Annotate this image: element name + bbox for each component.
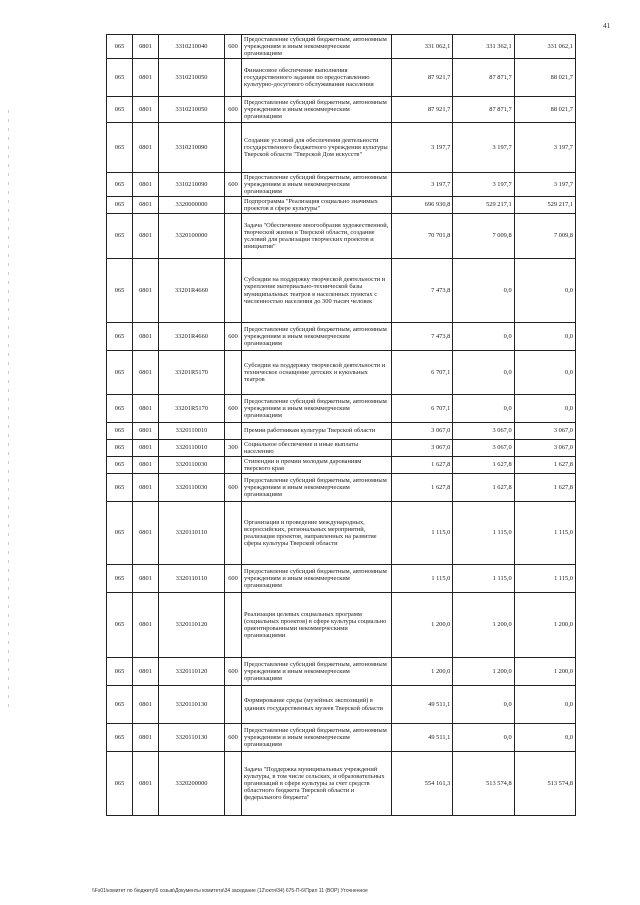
cell-section: 0801 — [133, 565, 159, 593]
cell-article: 33201R5170 — [159, 395, 225, 423]
cell-code: 065 — [107, 686, 133, 724]
cell-section: 0801 — [133, 502, 159, 565]
cell-value-2: 0,0 — [453, 686, 514, 724]
cell-value-2: 7 009,8 — [453, 214, 514, 259]
cell-value-1: 87 921,7 — [392, 59, 453, 97]
cell-value-3: 331 062,1 — [514, 35, 575, 59]
cell-name: Задача "Обеспечение многообразия художественной, творческой жизни в Тверской области, создание условий для реализации творческих проектов и инициатив" — [242, 214, 392, 259]
cell-value-1: 7 473,8 — [392, 323, 453, 351]
table-row — [107, 197, 576, 214]
cell-value-3: 1 115,0 — [514, 565, 575, 593]
cell-code: 065 — [107, 323, 133, 351]
cell-value-1: 3 197,7 — [392, 173, 453, 197]
cell-value-1: 70 701,8 — [392, 214, 453, 259]
table-row — [107, 457, 576, 474]
cell-value-2: 87 871,7 — [453, 59, 514, 97]
cell-value-2: 0,0 — [453, 395, 514, 423]
cell-value-1: 6 707,1 — [392, 395, 453, 423]
cell-value-2: 331 362,1 — [453, 35, 514, 59]
cell-expense-type — [225, 686, 242, 724]
cell-expense-type: 600 — [225, 323, 242, 351]
table-row — [107, 724, 576, 752]
cell-code: 065 — [107, 123, 133, 173]
cell-section: 0801 — [133, 395, 159, 423]
table-row — [107, 474, 576, 502]
cell-name: Предоставление субсидий бюджетным, автономным учреждениям и иным некоммерческим организациям — [242, 35, 392, 59]
cell-value-3: 3 067,0 — [514, 423, 575, 440]
cell-value-1: 331 062,1 — [392, 35, 453, 59]
cell-section: 0801 — [133, 35, 159, 59]
cell-article: 3320110130 — [159, 724, 225, 752]
cell-section: 0801 — [133, 97, 159, 123]
cell-expense-type: 600 — [225, 658, 242, 686]
cell-name: Предоставление субсидий бюджетным, автономным учреждениям и иным некоммерческим организациям — [242, 173, 392, 197]
cell-value-3: 0,0 — [514, 395, 575, 423]
cell-value-1: 49 511,1 — [392, 686, 453, 724]
cell-value-2: 0,0 — [453, 351, 514, 395]
cell-article: 33201R5170 — [159, 351, 225, 395]
cell-value-2: 3 067,0 — [453, 423, 514, 440]
cell-value-2: 1 200,0 — [453, 658, 514, 686]
cell-section: 0801 — [133, 173, 159, 197]
cell-value-1: 1 200,0 — [392, 658, 453, 686]
cell-expense-type — [225, 593, 242, 658]
cell-code: 065 — [107, 35, 133, 59]
cell-value-1: 1 200,0 — [392, 593, 453, 658]
cell-value-2: 513 574,8 — [453, 752, 514, 816]
cell-name: Предоставление субсидий бюджетным, автономным учреждениям и иным некоммерческим организациям — [242, 565, 392, 593]
cell-article: 3320110030 — [159, 474, 225, 502]
cell-value-3: 3 067,0 — [514, 440, 575, 457]
binding-margin-mark — [8, 110, 9, 710]
cell-article: 3320110110 — [159, 565, 225, 593]
cell-code: 065 — [107, 173, 133, 197]
cell-code: 065 — [107, 565, 133, 593]
cell-name: Предоставление субсидий бюджетным, автономным учреждениям и иным некоммерческим организациям — [242, 658, 392, 686]
cell-expense-type: 600 — [225, 173, 242, 197]
cell-expense-type — [225, 423, 242, 440]
cell-expense-type — [225, 752, 242, 816]
cell-value-1: 1 115,0 — [392, 502, 453, 565]
cell-article: 3310210090 — [159, 123, 225, 173]
cell-expense-type: 600 — [225, 565, 242, 593]
cell-name: Премии работникам культуры Тверской области — [242, 423, 392, 440]
table-row — [107, 323, 576, 351]
cell-value-1: 3 067,0 — [392, 440, 453, 457]
cell-code: 065 — [107, 593, 133, 658]
table-row — [107, 658, 576, 686]
budget-table-body — [107, 35, 576, 816]
cell-name: Задача "Поддержка муниципальных учреждений культуры, в том числе сельских, и образовательных организаций в сфере культуры за счет средств областного бюджета Тверской области и федерального бюджета" — [242, 752, 392, 816]
table-row — [107, 593, 576, 658]
cell-value-2: 529 217,1 — [453, 197, 514, 214]
cell-value-3: 1 115,0 — [514, 502, 575, 565]
cell-section: 0801 — [133, 351, 159, 395]
table-row — [107, 214, 576, 259]
cell-article: 3320110010 — [159, 440, 225, 457]
cell-value-2: 0,0 — [453, 323, 514, 351]
cell-code: 065 — [107, 59, 133, 97]
cell-value-2: 87 871,7 — [453, 97, 514, 123]
cell-expense-type — [225, 59, 242, 97]
table-row — [107, 97, 576, 123]
cell-expense-type: 600 — [225, 35, 242, 59]
cell-section: 0801 — [133, 197, 159, 214]
cell-value-3: 529 217,1 — [514, 197, 575, 214]
table-row — [107, 752, 576, 816]
cell-article: 3310210040 — [159, 35, 225, 59]
cell-section: 0801 — [133, 123, 159, 173]
table-row — [107, 259, 576, 323]
cell-value-1: 87 921,7 — [392, 97, 453, 123]
cell-section: 0801 — [133, 440, 159, 457]
cell-code: 065 — [107, 351, 133, 395]
cell-code: 065 — [107, 440, 133, 457]
cell-name: Формирование среды (музейных экспозиций) в зданиях государственных музеев Тверской области — [242, 686, 392, 724]
cell-value-2: 1 627,8 — [453, 457, 514, 474]
cell-expense-type — [225, 214, 242, 259]
cell-name: Подпрограмма "Реализация социально значимых проектов в сфере культуры" — [242, 197, 392, 214]
cell-section: 0801 — [133, 724, 159, 752]
cell-name: Предоставление субсидий бюджетным, автономным учреждениям и иным некоммерческим организациям — [242, 323, 392, 351]
cell-value-1: 554 161,3 — [392, 752, 453, 816]
cell-name: Организация и проведение международных, всероссийских, региональных мероприятий, реализация проектов, направленных на развитие сферы культуры Тверской области — [242, 502, 392, 565]
cell-code: 065 — [107, 395, 133, 423]
cell-value-3: 0,0 — [514, 724, 575, 752]
cell-section: 0801 — [133, 593, 159, 658]
table-row — [107, 123, 576, 173]
cell-value-3: 0,0 — [514, 686, 575, 724]
cell-value-2: 3 067,0 — [453, 440, 514, 457]
cell-article: 3320200000 — [159, 752, 225, 816]
cell-code: 065 — [107, 259, 133, 323]
cell-value-3: 0,0 — [514, 323, 575, 351]
cell-expense-type — [225, 351, 242, 395]
cell-expense-type: 600 — [225, 474, 242, 502]
cell-value-2: 1 115,0 — [453, 565, 514, 593]
table-row — [107, 565, 576, 593]
cell-section: 0801 — [133, 658, 159, 686]
table-row — [107, 59, 576, 97]
cell-code: 065 — [107, 457, 133, 474]
table-row — [107, 395, 576, 423]
cell-article: 3320110030 — [159, 457, 225, 474]
cell-expense-type — [225, 502, 242, 565]
cell-value-1: 49 511,1 — [392, 724, 453, 752]
cell-section: 0801 — [133, 59, 159, 97]
cell-name: Социальное обеспечение и иные выплаты населению — [242, 440, 392, 457]
cell-expense-type: 600 — [225, 97, 242, 123]
cell-value-3: 3 197,7 — [514, 173, 575, 197]
table-row — [107, 440, 576, 457]
cell-name: Предоставление субсидий бюджетным, автономным учреждениям и иным некоммерческим организациям — [242, 724, 392, 752]
cell-expense-type: 600 — [225, 395, 242, 423]
cell-article: 33201R4660 — [159, 323, 225, 351]
cell-value-1: 1 627,8 — [392, 474, 453, 502]
cell-value-3: 88 021,7 — [514, 59, 575, 97]
cell-section: 0801 — [133, 323, 159, 351]
cell-article: 3320110120 — [159, 658, 225, 686]
cell-value-3: 7 009,8 — [514, 214, 575, 259]
cell-value-3: 1 627,8 — [514, 474, 575, 502]
cell-code: 065 — [107, 474, 133, 502]
cell-value-3: 1 200,0 — [514, 658, 575, 686]
cell-value-1: 7 473,8 — [392, 259, 453, 323]
cell-expense-type — [225, 123, 242, 173]
cell-value-2: 3 197,7 — [453, 123, 514, 173]
cell-article: 3320110110 — [159, 502, 225, 565]
cell-value-2: 1 200,0 — [453, 593, 514, 658]
cell-expense-type: 600 — [225, 724, 242, 752]
cell-name: Субсидии на поддержку творческой деятельности и укрепление материально-технической базы муниципальных театров в населенных пунктах с численностью населения до 300 тысяч человек — [242, 259, 392, 323]
cell-value-1: 6 707,1 — [392, 351, 453, 395]
cell-expense-type: 300 — [225, 440, 242, 457]
cell-name: Предоставление субсидий бюджетным, автономным учреждениям и иным некоммерческим организациям — [242, 97, 392, 123]
table-row — [107, 423, 576, 440]
cell-code: 065 — [107, 752, 133, 816]
cell-value-3: 0,0 — [514, 259, 575, 323]
cell-expense-type — [225, 259, 242, 323]
cell-value-3: 3 197,7 — [514, 123, 575, 173]
cell-value-2: 1 627,8 — [453, 474, 514, 502]
cell-value-1: 696 930,8 — [392, 197, 453, 214]
cell-value-1: 1 115,0 — [392, 565, 453, 593]
cell-article: 3320100000 — [159, 214, 225, 259]
cell-value-1: 1 627,8 — [392, 457, 453, 474]
cell-value-3: 0,0 — [514, 351, 575, 395]
table-row — [107, 173, 576, 197]
cell-section: 0801 — [133, 752, 159, 816]
cell-code: 065 — [107, 724, 133, 752]
cell-section: 0801 — [133, 423, 159, 440]
cell-name: Реализация целевых социальных программ (социальных проектов) в сфере культуры социально ориентированными некоммерческими организациями — [242, 593, 392, 658]
cell-code: 065 — [107, 197, 133, 214]
cell-name: Стипендии и премии молодым дарованиям тверского края — [242, 457, 392, 474]
cell-section: 0801 — [133, 214, 159, 259]
cell-article: 3310210050 — [159, 59, 225, 97]
cell-value-2: 1 115,0 — [453, 502, 514, 565]
cell-section: 0801 — [133, 474, 159, 502]
cell-name: Субсидии на поддержку творческой деятельности и техническое оснащение детских и кукольных театров — [242, 351, 392, 395]
cell-expense-type — [225, 457, 242, 474]
cell-code: 065 — [107, 97, 133, 123]
cell-article: 33201R4660 — [159, 259, 225, 323]
cell-code: 065 — [107, 214, 133, 259]
cell-value-3: 1 200,0 — [514, 593, 575, 658]
cell-value-2: 3 197,7 — [453, 173, 514, 197]
cell-article: 3320110010 — [159, 423, 225, 440]
cell-value-3: 88 021,7 — [514, 97, 575, 123]
cell-name: Финансовое обеспечение выполнения государственного задания по предоставлению культурно-досугового обслуживания населения — [242, 59, 392, 97]
cell-value-1: 3 197,7 — [392, 123, 453, 173]
cell-article: 3320110120 — [159, 593, 225, 658]
file-path-footer: \\Fs01\комитет по бюджету\6 созыв\Документы комитета\34 заседание (12\октя\34) 675-П-6\Прил 11 (ВОР) Уточненное — [92, 888, 368, 894]
cell-code: 065 — [107, 423, 133, 440]
cell-code: 065 — [107, 502, 133, 565]
cell-value-2: 0,0 — [453, 724, 514, 752]
cell-name: Предоставление субсидий бюджетным, автономным учреждениям и иным некоммерческим организациям — [242, 474, 392, 502]
table-row — [107, 686, 576, 724]
table-row — [107, 502, 576, 565]
cell-section: 0801 — [133, 259, 159, 323]
cell-value-3: 1 627,8 — [514, 457, 575, 474]
table-row — [107, 35, 576, 59]
cell-value-2: 0,0 — [453, 259, 514, 323]
cell-name: Предоставление субсидий бюджетным, автономным учреждениям и иным некоммерческим организациям — [242, 395, 392, 423]
budget-table — [106, 34, 576, 816]
cell-section: 0801 — [133, 457, 159, 474]
page-number: 41 — [603, 22, 610, 30]
cell-value-1: 3 067,0 — [392, 423, 453, 440]
cell-article: 3320110130 — [159, 686, 225, 724]
cell-name: Создание условий для обеспечения деятельности государственного бюджетного учреждения культуры Тверской области "Тверской Дом искусств" — [242, 123, 392, 173]
cell-article: 3320000000 — [159, 197, 225, 214]
cell-code: 065 — [107, 658, 133, 686]
cell-section: 0801 — [133, 686, 159, 724]
cell-article: 3310210090 — [159, 173, 225, 197]
cell-expense-type — [225, 197, 242, 214]
cell-value-3: 513 574,8 — [514, 752, 575, 816]
cell-article: 3310210050 — [159, 97, 225, 123]
table-row — [107, 351, 576, 395]
